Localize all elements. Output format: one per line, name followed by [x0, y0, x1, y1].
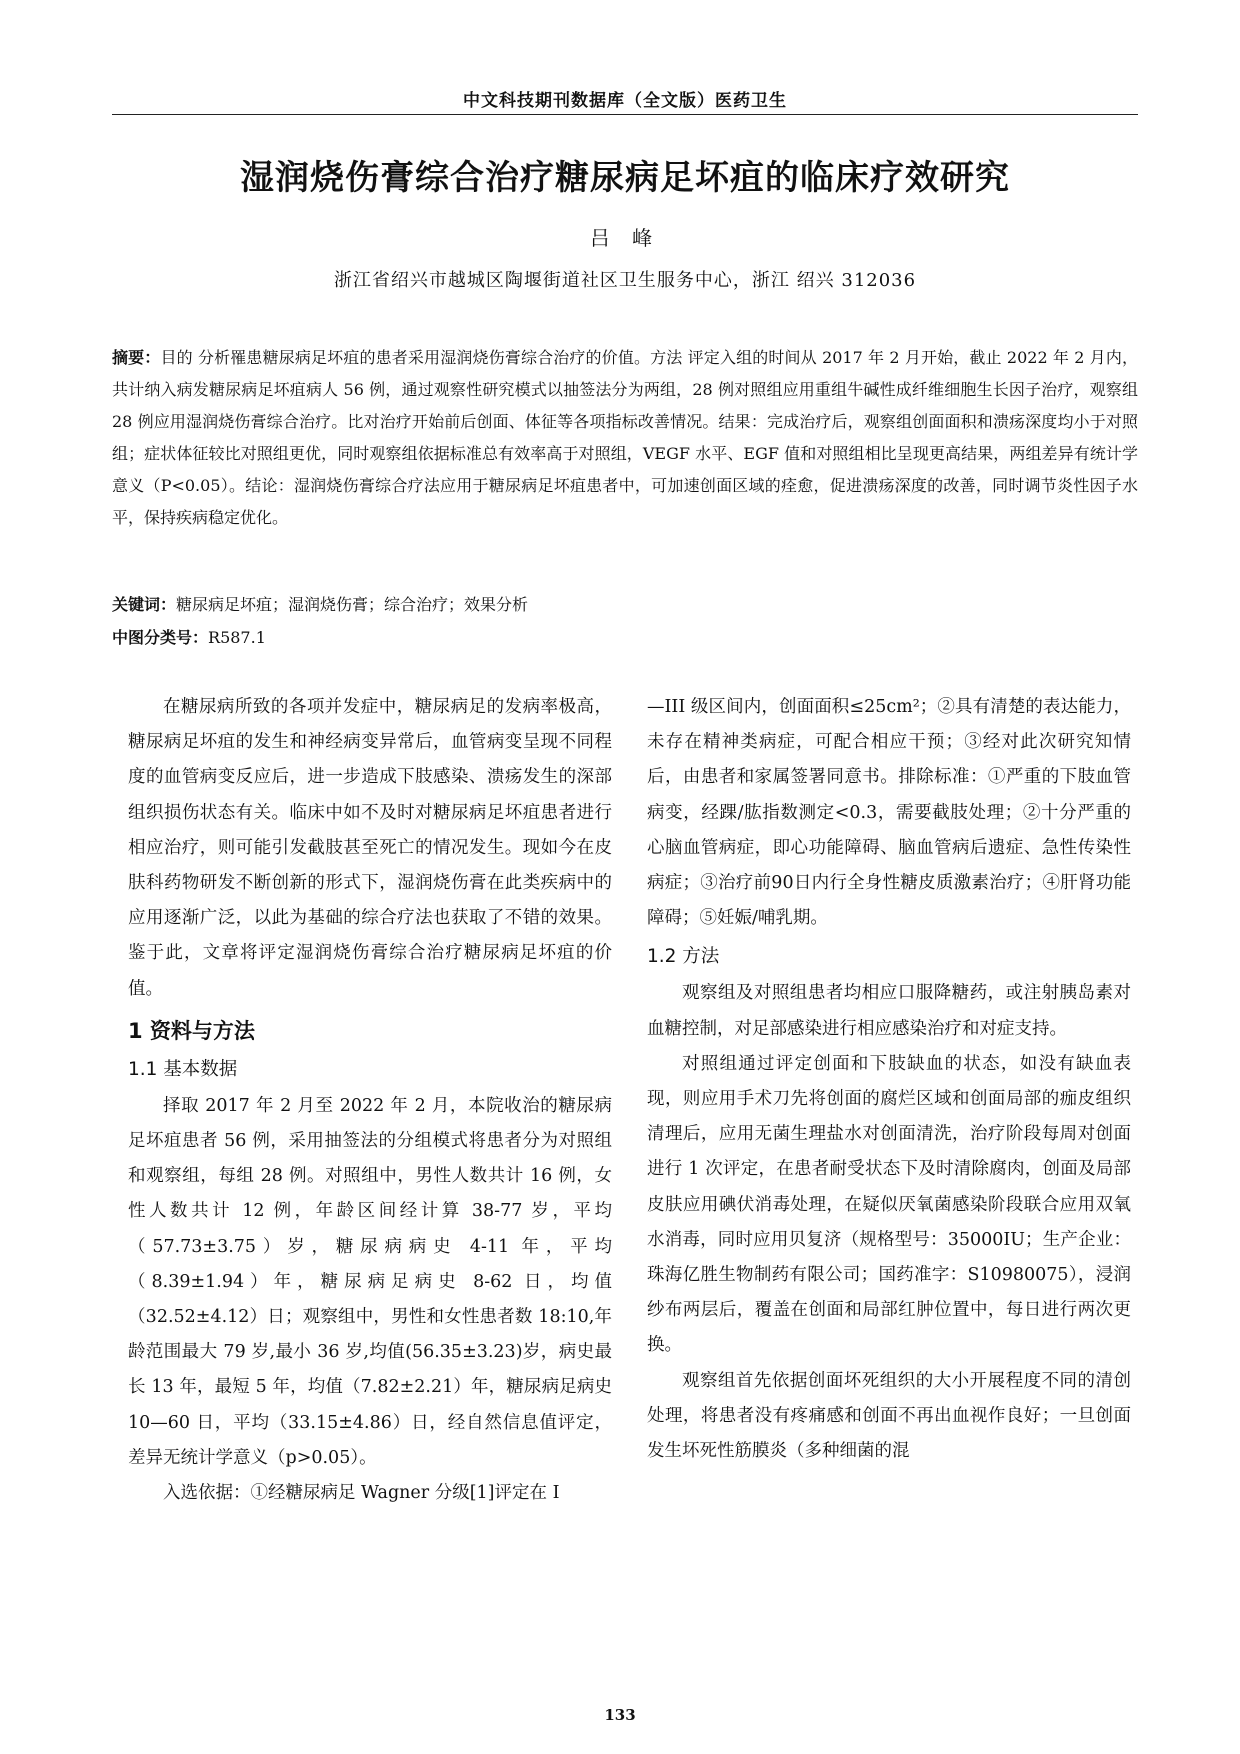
section-heading-1-1: 1.1 基本数据 [128, 1058, 238, 1080]
keywords-label: 关键词： [112, 595, 177, 614]
author: 吕 峰 [589, 226, 661, 250]
section-heading-1: 1 资料与方法 [128, 1018, 255, 1043]
abstract-text: 目的 分析罹患糖尿病足坏疽的患者采用湿润烧伤膏综合治疗的价值。方法 评定入组的时间从 2017 年 2 月开始，截止 2022 年 2 月内，共计纳入病发糖尿病足坏疽病人 56 例，通过观察性研究模式以抽签法分为两组，28 例对照组应用重组牛碱性成纤维细胞生长因子治疗，观察组 28 例应用湿润烧伤膏综合治疗。比对治疗开始前后创面、体征等各项指标改善情况。结果：完成治疗后，观察组创面面积和溃疡深度均小于对照组；症状体征较比对照组更优，同时观察组依据标准总有效率高于对照组，VEGF 水平、EGF 值和对照组相比呈现更高结果，两组差异有统计学意义（P<0.05）。结论：湿润烧伤膏综合疗法应用于糖尿病足坏疽患者中，可加速创面区域的痊愈，促进溃疡深度的改善，同时调节炎性因子水平，保持疾病稳定优化。 [112, 348, 1138, 527]
journal-header: 中文科技期刊数据库（全文版）医药卫生 [463, 91, 787, 111]
classification [112, 622, 1138, 654]
header-rule [112, 114, 1138, 115]
page-number: 133 [604, 1706, 636, 1724]
left-column [128, 690, 612, 1511]
section-heading-1-2: 1.2 方法 [647, 946, 720, 968]
methods-paragraph-1: 观察组及对照组患者均相应口服降糖药，或注射胰岛素对血糖控制，对足部感染进行相应感染治疗和对症支持。 [647, 983, 1131, 1039]
right-column [647, 690, 1131, 1469]
methods-paragraph-2: 对照组通过评定创面和下肢缺血的状态，如没有缺血表现，则应用手术刀先将创面的腐烂区域和创面局部的痂皮组织清理后，应用无菌生理盐水对创面清洗，治疗阶段每周对创面进行 1 次评定，在患者耐受状态下及时清除腐肉，创面及局部皮肤应用碘伏消毒处理，在疑似厌氧菌感染阶段联合应用双氧水消毒，同时应用贝复济（规格型号：35000IU；生产企业：珠海亿胜生物制药有限公司；国药准字：S10980075），浸润纱布两层后，覆盖在创面和局部红肿位置中，每日进行两次更换。 [647, 1053, 1131, 1356]
classification-label: 中图分类号： [112, 628, 209, 647]
affiliation: 浙江省绍兴市越城区陶堰街道社区卫生服务中心，浙江 绍兴 312036 [333, 270, 917, 291]
keywords-text: 糖尿病足坏疽；湿润烧伤膏；综合治疗；效果分析 [176, 595, 529, 614]
abstract [112, 342, 1138, 534]
classification-code: R587.1 [208, 628, 266, 647]
basic-data-paragraph: 择取 2017 年 2 月至 2022 年 2 月，本院收治的糖尿病足坏疽患者 56 例，采用抽签法的分组模式将患者分为对照组和观察组，每组 28 例。对照组中，男性人数共计 16 例，女性人数共计 12 例，年龄区间经计算 38-77 岁，平均（57.73±3.75）岁，糖尿病病史 4-11 年，平均（8.39±1.94）年，糖尿病足病史 8-62 日，均值（32.52±4.12）日；观察组中，男性和女性患者数 18:10,年龄范围最大 79 岁,最小 36 岁,均值(56.35±3.23)岁，病史最长 13 年，最短 5 年，均值（7.82±2.21）年，糖尿病足病史 10—60 日，平均（33.15±4.86）日，经自然信息值评定，差异无统计学意义（p>0.05）。 [128, 1095, 612, 1468]
methods-paragraph-3: 观察组首先依据创面坏死组织的大小开展程度不同的清创处理，将患者没有疼痛感和创面不再出血视作良好；一旦创面发生坏死性筋膜炎（多种细菌的混 [647, 1370, 1131, 1462]
inclusion-paragraph: 入选依据：①经糖尿病足 Wagner 分级[1]评定在 I [163, 1483, 560, 1504]
keywords [112, 589, 1138, 621]
abstract-label: 摘要： [112, 348, 161, 367]
intro-paragraph: 在糖尿病所致的各项并发症中，糖尿病足的发病率极高，糖尿病足坏疽的发生和神经病变异常后，血管病变呈现不同程度的血管病变反应后，进一步造成下肢感染、溃疡发生的深部组织损伤状态有关。临床中如不及时对糖尿病足坏疽患者进行相应治疗，则可能引发截肢甚至死亡的情况发生。现如今在皮肤科药物研发不断创新的形式下，湿润烧伤膏在此类疾病中的应用逐渐广泛，以此为基础的综合疗法也获取了不错的效果。鉴于此，文章将评定湿润烧伤膏综合治疗糖尿病足坏疽的价值。 [128, 697, 612, 999]
criteria-paragraph: —III 级区间内，创面面积≤25cm²；②具有清楚的表达能力，未存在精神类病症，可配合相应干预；③经对此次研究知情后，由患者和家属签署同意书。排除标准：①严重的下肢血管病变，经踝/肱指数测定<0.3，需要截肢处理；②十分严重的心脑血管病症，即心功能障碍、脑血管病后遗症、急性传染性病症；③治疗前90日内行全身性糖皮质激素治疗；④肝肾功能障碍；⑤妊娠/哺乳期。 [647, 697, 1131, 929]
paper-title: 湿润烧伤膏综合治疗糖尿病足坏疽的临床疗效研究 [240, 158, 1010, 198]
